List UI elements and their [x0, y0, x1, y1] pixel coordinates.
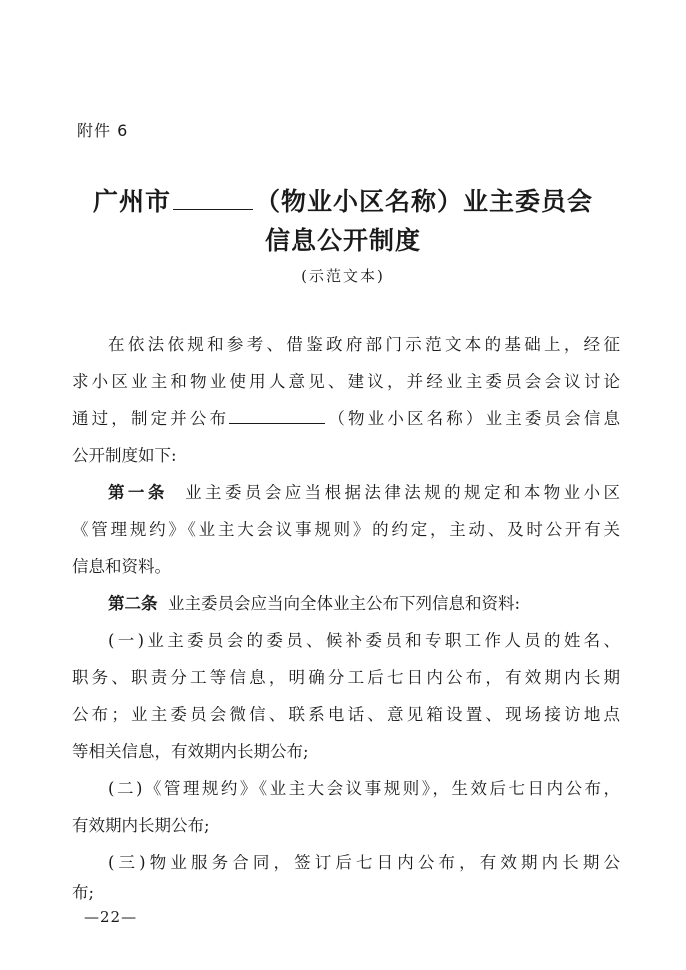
article1-text-1: 业主委员会应当根据法律法规的规定和本物业小区	[185, 483, 621, 502]
article2-heading: 第二条	[108, 594, 158, 613]
item1-line-2: 职务、职责分工等信息，明确分工后七日内公布，有效期内长期	[72, 668, 620, 687]
item1-line-3: 公布；业主委员会微信、联系电话、意见箱设置、现场接访地点	[72, 705, 620, 724]
item1-line-4: 等相关信息，有效期内长期公布;	[72, 742, 309, 761]
page-number: —22—	[84, 908, 138, 926]
intro-line-3-start: 通过，制定并公布	[72, 409, 230, 428]
article1-line-2: 《管理规约》《业主大会议事规则》的约定，主动、及时公开有关	[72, 520, 620, 539]
article1-heading: 第一条	[108, 483, 168, 502]
article2-line-1	[72, 585, 620, 622]
intro-line-4: 公开制度如下:	[72, 446, 177, 465]
title-prefix: 广州市	[92, 187, 171, 216]
article2-text-1: 业主委员会应当向全体业主公布下列信息和资料:	[168, 594, 521, 613]
document-title-line2: 信息公开制度	[264, 226, 421, 255]
intro-line-3	[72, 400, 620, 437]
item2-line-2: 有效期内长期公布;	[72, 816, 210, 835]
article1-line-1	[72, 474, 620, 511]
document-title-line1	[0, 182, 686, 218]
title-suffix: （物业小区名称）业主委员会	[255, 187, 594, 216]
attachment-label: 附件 6	[77, 121, 129, 140]
title-blank	[173, 187, 253, 210]
intro-line-1: 在依法依规和参考、借鉴政府部门示范文本的基础上，经征	[108, 335, 620, 354]
item3-line-2: 布;	[72, 883, 95, 902]
intro-line-2: 求小区业主和物业使用人意见、建议，并经业主委员会会议讨论	[72, 372, 620, 391]
intro-line-3-end: （物业小区名称）业主委员会信息	[325, 409, 621, 428]
document-subtitle: (示范文本)	[301, 267, 385, 285]
article1-line-3: 信息和资料。	[72, 557, 171, 576]
item1-line-1: (一)业主委员会的委员、候补委员和专职工作人员的姓名、	[108, 631, 620, 650]
item2-line-1: (二)《管理规约》《业主大会议事规则》，生效后七日内公布，	[108, 779, 620, 798]
name-blank	[229, 409, 325, 424]
item3-line-1: (三)物业服务合同，签订后七日内公布，有效期内长期公	[108, 853, 620, 872]
